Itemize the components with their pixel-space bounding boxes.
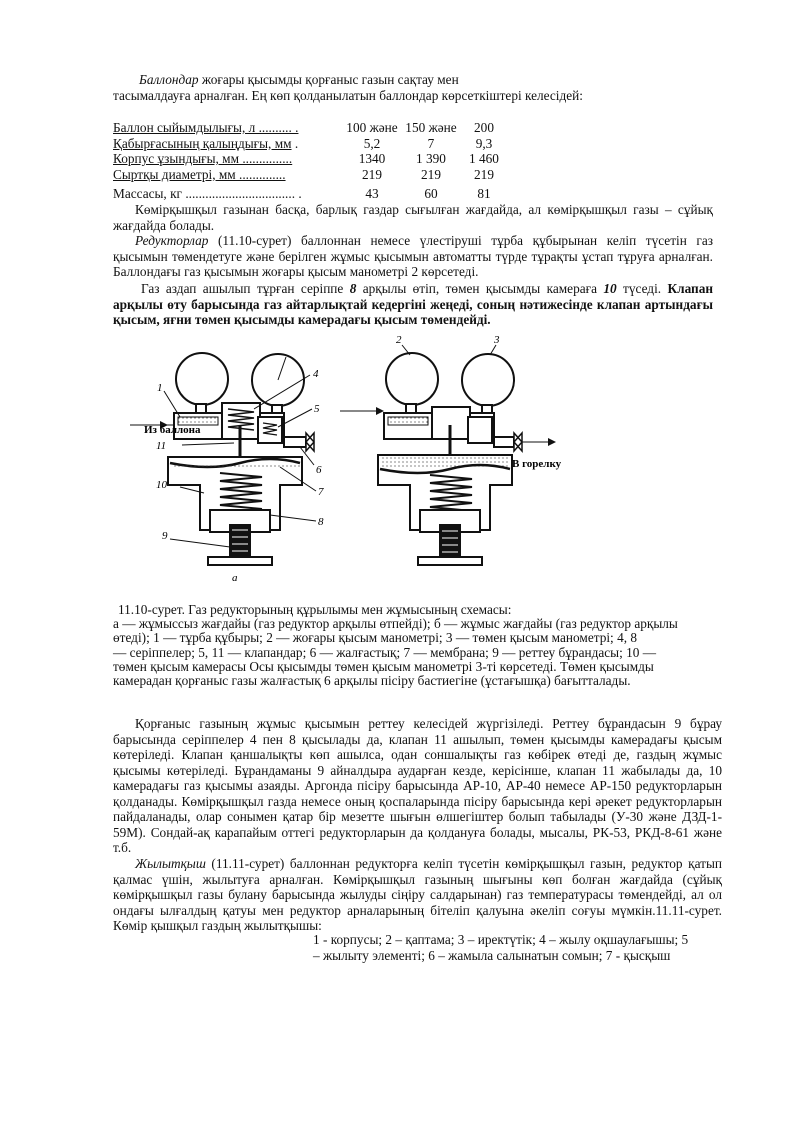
spec-value: 219 [421,166,441,182]
heater-legend: 1 - корпусы; 2 – қаптама; 3 – иректүтік; 4 – жылу оқшаулағышы; 5 – жылыту элементі; 6 – жамыла салынатын сомын; 7 - қысқыш [313,932,689,963]
label-11: 11 [156,440,167,452]
paragraph-regulation: Қорғаныс газының жұмыс қысымын реттеу келесідей жүргізіледі. Реттеу бұрандасын 9 бұрау барысында серіппелер 4 пен 8 қысылады да, клапан 11 ашылып, төмен қысымды камерадағы қысым көтеріледі. Клапан қаншалықты көп ашылса, одан соншалықты газ көбірек өтеді де, газдың жұмыс қысымы көтеріледі. Бұрандаманы 9 айналдыра аударған кезде, керісінше, клапан 11 жабылады да, 10 камерадағы газ қысымы азаяды. Аргонда пісіру барысында АР-10, АР-40 немесе АР-150 редукторларын қолданады. Көмірқышқыл газда немесе оның қоспаларында пісіру барысында кері әрекет редукторларын пайдаланады, олар сонымен қатар бір мезетте шығын өлшегіштер болып табылады (У-30 және ДЗД-1-59М). Сондай-ақ карапайым оттегі редукторларын да қолдануға болады, мысалы, РК-53, РКД-8-61 және т.б. [113,716,722,855]
label-10: 10 [156,479,167,491]
paragraph-valve: Газ аздап ашылып тұрған серіппе 8 арқылы өтіп, төмен қысымды камераға 10 түседі. Клапан арқылы өту барысында газ айтарлықтай кедергіні жеңеді, соның нәтижесінде клапан артындағы қысым, яғни төмен қысымды камерадағы қысым төмендейді. [113,281,714,327]
table-row [113,167,509,183]
spec-value: 100 және [346,120,398,136]
reducers-term: Редукторлар [135,233,209,248]
intro-text-1: жоғары қысымды қорғаныс газын сақтау мен [198,72,459,87]
spec-value: 7 [427,135,435,151]
spec-value: 1 390 [416,151,446,167]
cylinder-spec-table [113,120,509,202]
spec-value: 1340 [358,151,386,167]
label-4: 4 [313,368,319,380]
subfigure-a-label: а [232,572,238,584]
table-row: Қабырғасының қалыңдығы, мм . 5,2 7 9,3 [113,136,509,152]
label-5: 5 [314,403,320,415]
outlet-label: В горелку [512,458,562,470]
label-1: 1 [157,382,163,394]
spec-value: 9,3 [475,135,493,151]
spec-value: 81 [477,186,491,202]
spec-value: 43 [365,186,379,202]
spec-value: 200 [474,120,494,136]
paragraph-reducers: Редукторлар (11.10-сурет) баллоннан немесе үлестіруші тұрба құбырынан келіп түсетін газ қысымын төмендетуге және берілген жұмыс қысымын автоматты түрде тұрақты ұстап тұруға арналған. Баллондағы газ қысымын жоғары қысым манометрі 2 көрсетеді. [113,233,713,279]
low-pressure-gauge-2 [462,354,514,406]
spec-label: Сыртқы диаметрі, мм .............. [113,166,286,182]
spec-value: 219 [362,166,382,182]
caption-title: 11.10-сурет. Газ редукторының құрылымы мен жұмысының схемасы: [118,602,512,617]
spec-value: 150 және [405,120,457,136]
figure-caption: 11.10-сурет. Газ редукторының құрылымы мен жұмысының схемасы: а — жұмыссыз жағдайы (газ редуктор арқылы өтпейді); б — жұмыс жағдайы (газ редуктор арқылы өтеді); 1 — тұрба құбыры; 2 — жоғары қысым манометрі; 3 — төмен қысым манометрі; 4, 8 — серіппелер; 5, 11 — клапандар; 6 — жалғастық; 7 — мембрана; 9 — реттеу бұрандасы; 10 — төмен қысым камерасы Осы қысымды төмен қысым манометрі 3-ті көрсетеді. Төмен қысымды камерадан қорғаныс газы жалғастық 6 арқылы пісіру бастиегіне (ұстағышқа) бағытталады. [113,603,723,688]
heater-term: Жылытқыш [135,856,206,871]
intro-term: Баллондар [139,72,199,87]
ref-8: 8 [349,281,357,296]
spec-label: Корпус ұзындығы, мм ............... [113,151,293,167]
ref-10: 10 [603,281,617,296]
high-pressure-gauge [176,353,228,405]
reducer-working [378,353,522,565]
label-2: 2 [396,334,402,346]
label-7: 7 [318,486,324,498]
label-8: 8 [318,516,324,528]
paragraph-heater: Жылытқыш (11.11-сурет) баллоннан редукторға келіп түсетін көмірқышқыл газын, редуктор қатып қалмас үшін, жылытуға арналған. Көмірқышқыл газының шығыны көп болған жағдайда (сұйық көмірқышқыл газы булану барысында жылуды сіңіру салдарынан) газ температурасы төмендейді, ал ол ондағы ылғалдың қатуы мен редуктор арналарының бітеліп қалуына әкеліп соғуы мүмкін.11.11-сурет. Көмір қышқыл газдың жылытқышы: [113,856,722,933]
spec-value: 1 460 [469,151,499,167]
spec-label: Баллон сыйымдылығы, л .......... . [113,120,299,136]
high-pressure-gauge-2 [386,353,438,405]
spec-label: Қабырғасының қалыңдығы, мм [113,135,292,151]
spec-value: 60 [424,186,438,202]
inlet-label: Из баллона [144,424,201,436]
spec-value: 219 [474,166,494,182]
spec-label: Массасы, кг ................................. [113,186,296,202]
spec-value: 5,2 [363,135,381,151]
intro-line-2: тасымалдауға арналған. Ең көп қолданылатын баллондар көрсеткіштері келесідей: [113,88,583,103]
intro-line-1 [113,72,713,88]
gas-reducer-diagram [130,325,580,585]
table-row [113,151,509,167]
label-9: 9 [162,530,168,542]
table-row [113,120,509,136]
paragraph-co2: Көмірқышқыл газынан басқа, барлық газдар сығылған жағдайда, ал көмірқышқыл газы – сұйық жағдайда болады. [113,202,713,233]
table-row: Массасы, кг ................................. . 43 60 81 [113,182,509,202]
label-3: 3 [494,334,500,346]
label-6: 6 [316,464,322,476]
